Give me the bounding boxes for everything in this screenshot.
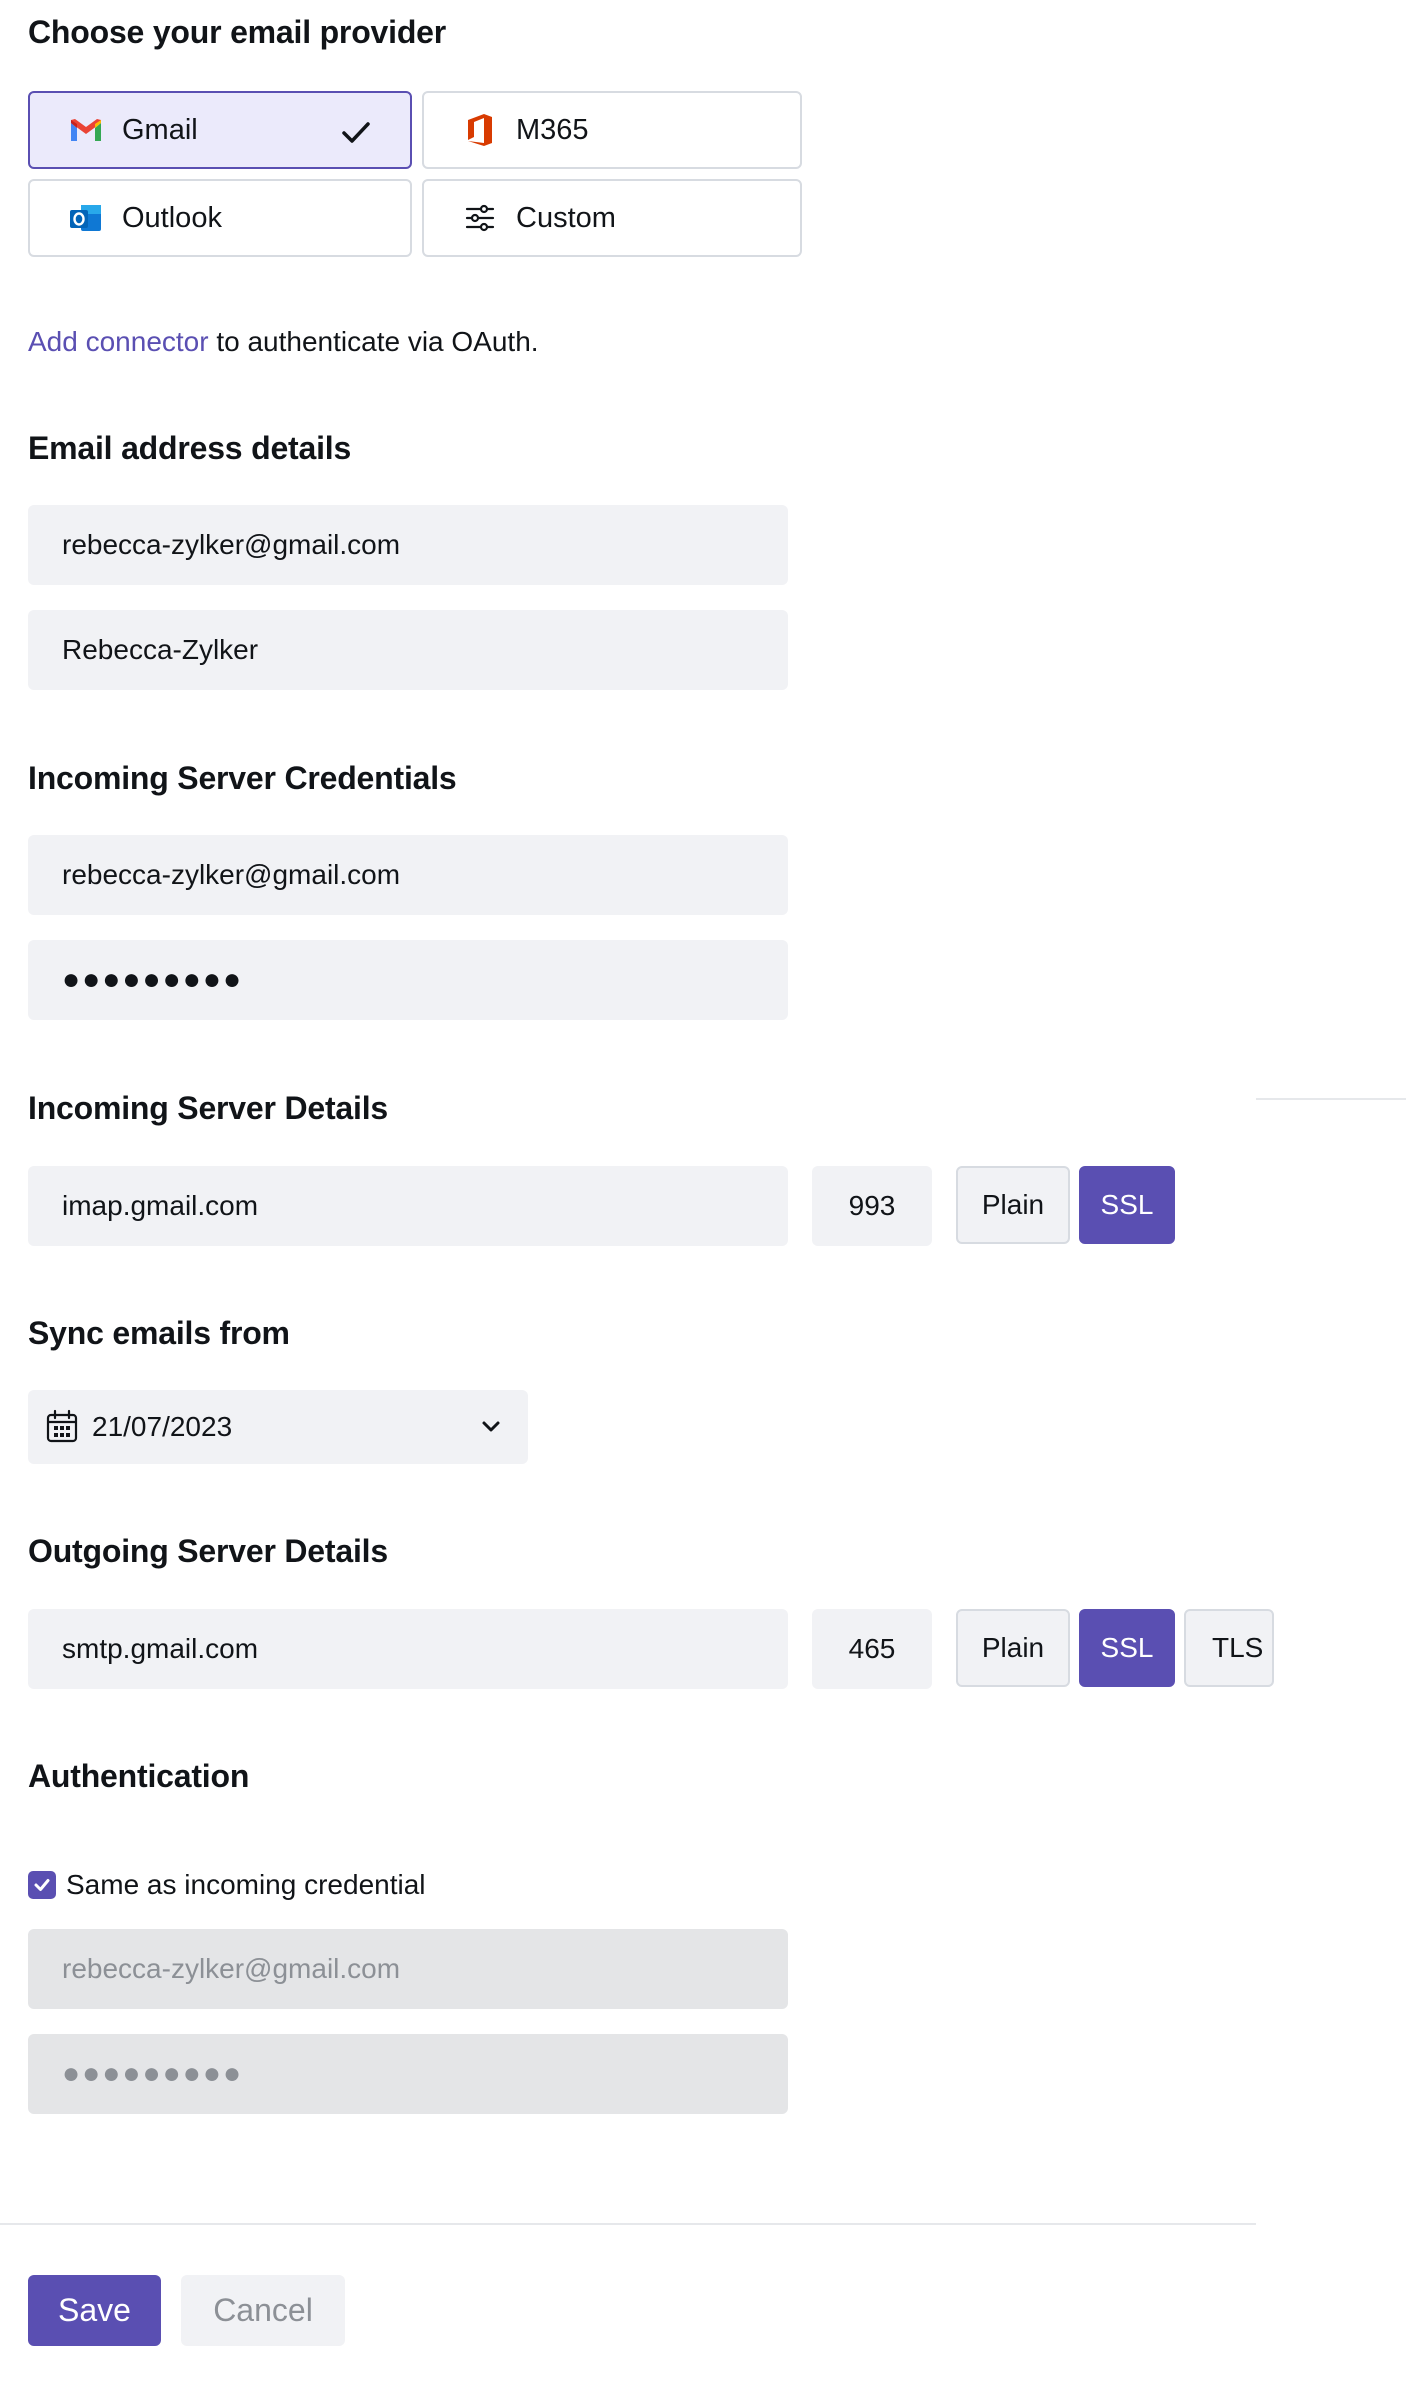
oauth-hint [28, 326, 539, 358]
footer-divider [0, 2223, 1256, 2225]
same-as-incoming-label: Same as incoming credential [66, 1869, 426, 1900]
email-details-heading: Email address details [28, 430, 352, 466]
outgoing-host-field[interactable]: smtp.gmail.com [28, 1609, 788, 1689]
same-as-incoming-checkbox[interactable] [28, 1871, 56, 1899]
incoming-security-ssl[interactable]: SSL [1079, 1166, 1175, 1244]
calendar-icon [46, 1410, 78, 1444]
outgoing-security-plain[interactable]: Plain [956, 1609, 1070, 1687]
oauth-hint-text: to authenticate via OAuth. [208, 326, 539, 357]
provider-label: Gmail [122, 113, 198, 146]
outgoing-security-tls[interactable]: TLS [1184, 1609, 1274, 1687]
provider-m365-option[interactable] [422, 91, 802, 169]
incoming-server-heading: Incoming Server Details [28, 1090, 388, 1126]
sliders-icon [462, 200, 498, 236]
chevron-down-icon [480, 1416, 502, 1438]
checkmark-icon [32, 1875, 52, 1895]
outgoing-username-field: rebecca-zylker@gmail.com [28, 1929, 788, 2009]
provider-label: Outlook [122, 201, 222, 234]
outgoing-port-field[interactable]: 465 [812, 1609, 932, 1689]
outgoing-security-tls-clip [1184, 1609, 1264, 1687]
incoming-port-field[interactable]: 993 [812, 1166, 932, 1246]
email-address-field[interactable]: rebecca-zylker@gmail.com [28, 505, 788, 585]
outgoing-server-heading: Outgoing Server Details [28, 1533, 388, 1569]
provider-outlook-option[interactable] [28, 179, 412, 257]
divider [1256, 1098, 1406, 1100]
office-icon [462, 112, 498, 148]
sync-heading: Sync emails from [28, 1315, 290, 1351]
incoming-security-plain[interactable]: Plain [956, 1166, 1070, 1244]
sync-date-value: 21/07/2023 [92, 1411, 233, 1442]
display-name-field[interactable]: Rebecca-Zylker [28, 610, 788, 690]
incoming-credentials-heading: Incoming Server Credentials [28, 760, 457, 796]
outgoing-password-field: ●●●●●●●●● [28, 2034, 788, 2114]
provider-label: M365 [516, 113, 589, 146]
check-icon [338, 115, 374, 151]
gmail-icon [68, 112, 104, 148]
outgoing-security-ssl[interactable]: SSL [1079, 1609, 1175, 1687]
outlook-icon [68, 200, 104, 236]
provider-custom-option[interactable] [422, 179, 802, 257]
provider-gmail-option[interactable] [28, 91, 412, 169]
provider-heading: Choose your email provider [28, 14, 447, 50]
add-connector-link[interactable]: Add connector [28, 326, 209, 357]
cancel-button[interactable]: Cancel [181, 2275, 345, 2346]
save-button[interactable]: Save [28, 2275, 161, 2346]
authentication-heading: Authentication [28, 1758, 250, 1794]
provider-label: Custom [516, 201, 616, 234]
incoming-password-field[interactable]: ●●●●●●●●● [28, 940, 788, 1020]
incoming-username-field[interactable]: rebecca-zylker@gmail.com [28, 835, 788, 915]
incoming-host-field[interactable]: imap.gmail.com [28, 1166, 788, 1246]
sync-date-select[interactable] [28, 1390, 528, 1464]
